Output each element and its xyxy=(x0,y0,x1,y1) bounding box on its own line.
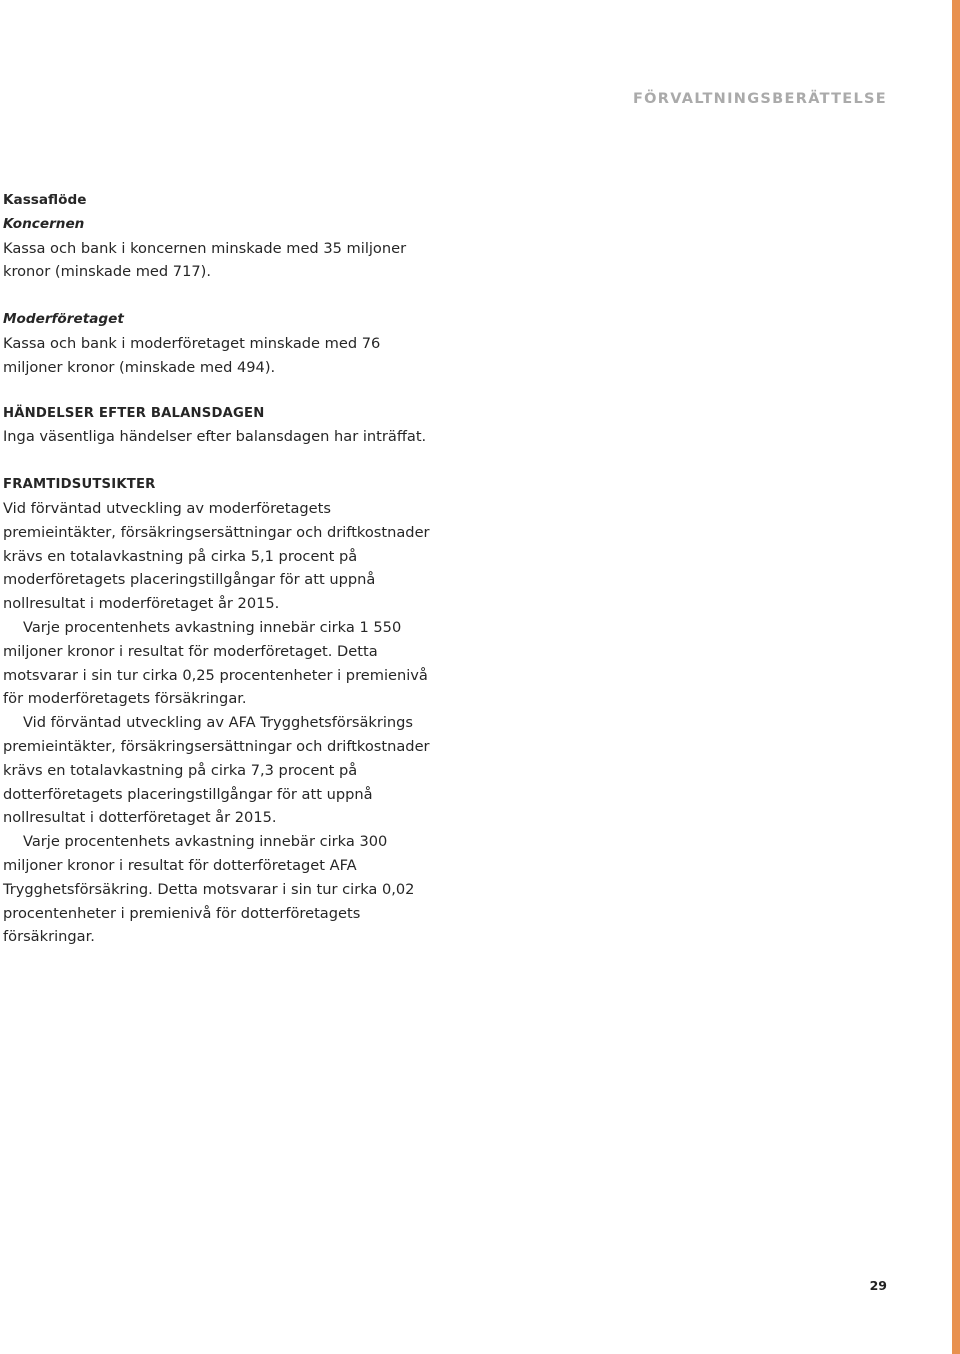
paragraph-framtidsutsikter-3: Vid förväntad utveckling av AFA Trygghetsförsäkrings premieintäkter, försäkringsersättningar och driftkostnader krävs en totalavkastning på cirka 7,3 procent på dotterföretagets placeringstillgångar för att uppnå nollresultat i dotterföretaget år 2015. xyxy=(3,714,430,827)
spacer xyxy=(3,380,430,402)
subheading-moderforetaget: Moderföretaget xyxy=(3,311,124,328)
paragraph-framtidsutsikter-2: Varje procentenhets avkastning innebär cirka 1 550 miljoner kronor i resultat för moderföretaget. Detta motsvarar i sin tur cirka 0,25 procentenheter i premienivå för moderföretagets försäkringar. xyxy=(3,618,428,708)
paragraph-framtidsutsikter-1: Vid förväntad utveckling av moderföretagets premieintäkter, försäkringsersättningar och driftkostnader krävs en totalavkastning på cirka 5,1 procent på moderföretagets placeringstillgångar för att uppnå nollresultat i moderföretaget år 2015. xyxy=(3,499,430,613)
heading-framtidsutsikter: FRAMTIDSUTSIKTER xyxy=(3,477,156,493)
paragraph-framtidsutsikter-4: Varje procentenhets avkastning innebär cirka 300 miljoner kronor i resultat för dotterföretaget AFA Trygghetsförsäkring. Detta motsvarar i sin tur cirka 0,02 procentenheter i premienivå för dotterföretagets försäkringar. xyxy=(3,833,415,946)
page-number: 29 xyxy=(869,1278,887,1293)
heading-handelser: HÄNDELSER EFTER BALANSDAGEN xyxy=(3,405,265,421)
paragraph-handelser: Inga väsentliga händelser efter balansdagen har inträffat. xyxy=(3,428,427,446)
accent-edge-bar xyxy=(952,0,960,1354)
paragraph-koncernen: Kassa och bank i koncernen minskade med 35 miljoner kronor (minskade med 717). xyxy=(3,239,407,281)
heading-kassaflode: Kassaflöde xyxy=(3,192,87,208)
spacer xyxy=(3,284,430,308)
spacer xyxy=(3,449,430,473)
subheading-koncernen: Koncernen xyxy=(3,215,85,232)
text-column xyxy=(3,189,430,949)
paragraph-moderforetaget: Kassa och bank i moderföretaget minskade med 76 miljoner kronor (minskade med 494). xyxy=(3,334,381,376)
running-header: FÖRVALTNINGSBERÄTTELSE xyxy=(632,91,887,107)
